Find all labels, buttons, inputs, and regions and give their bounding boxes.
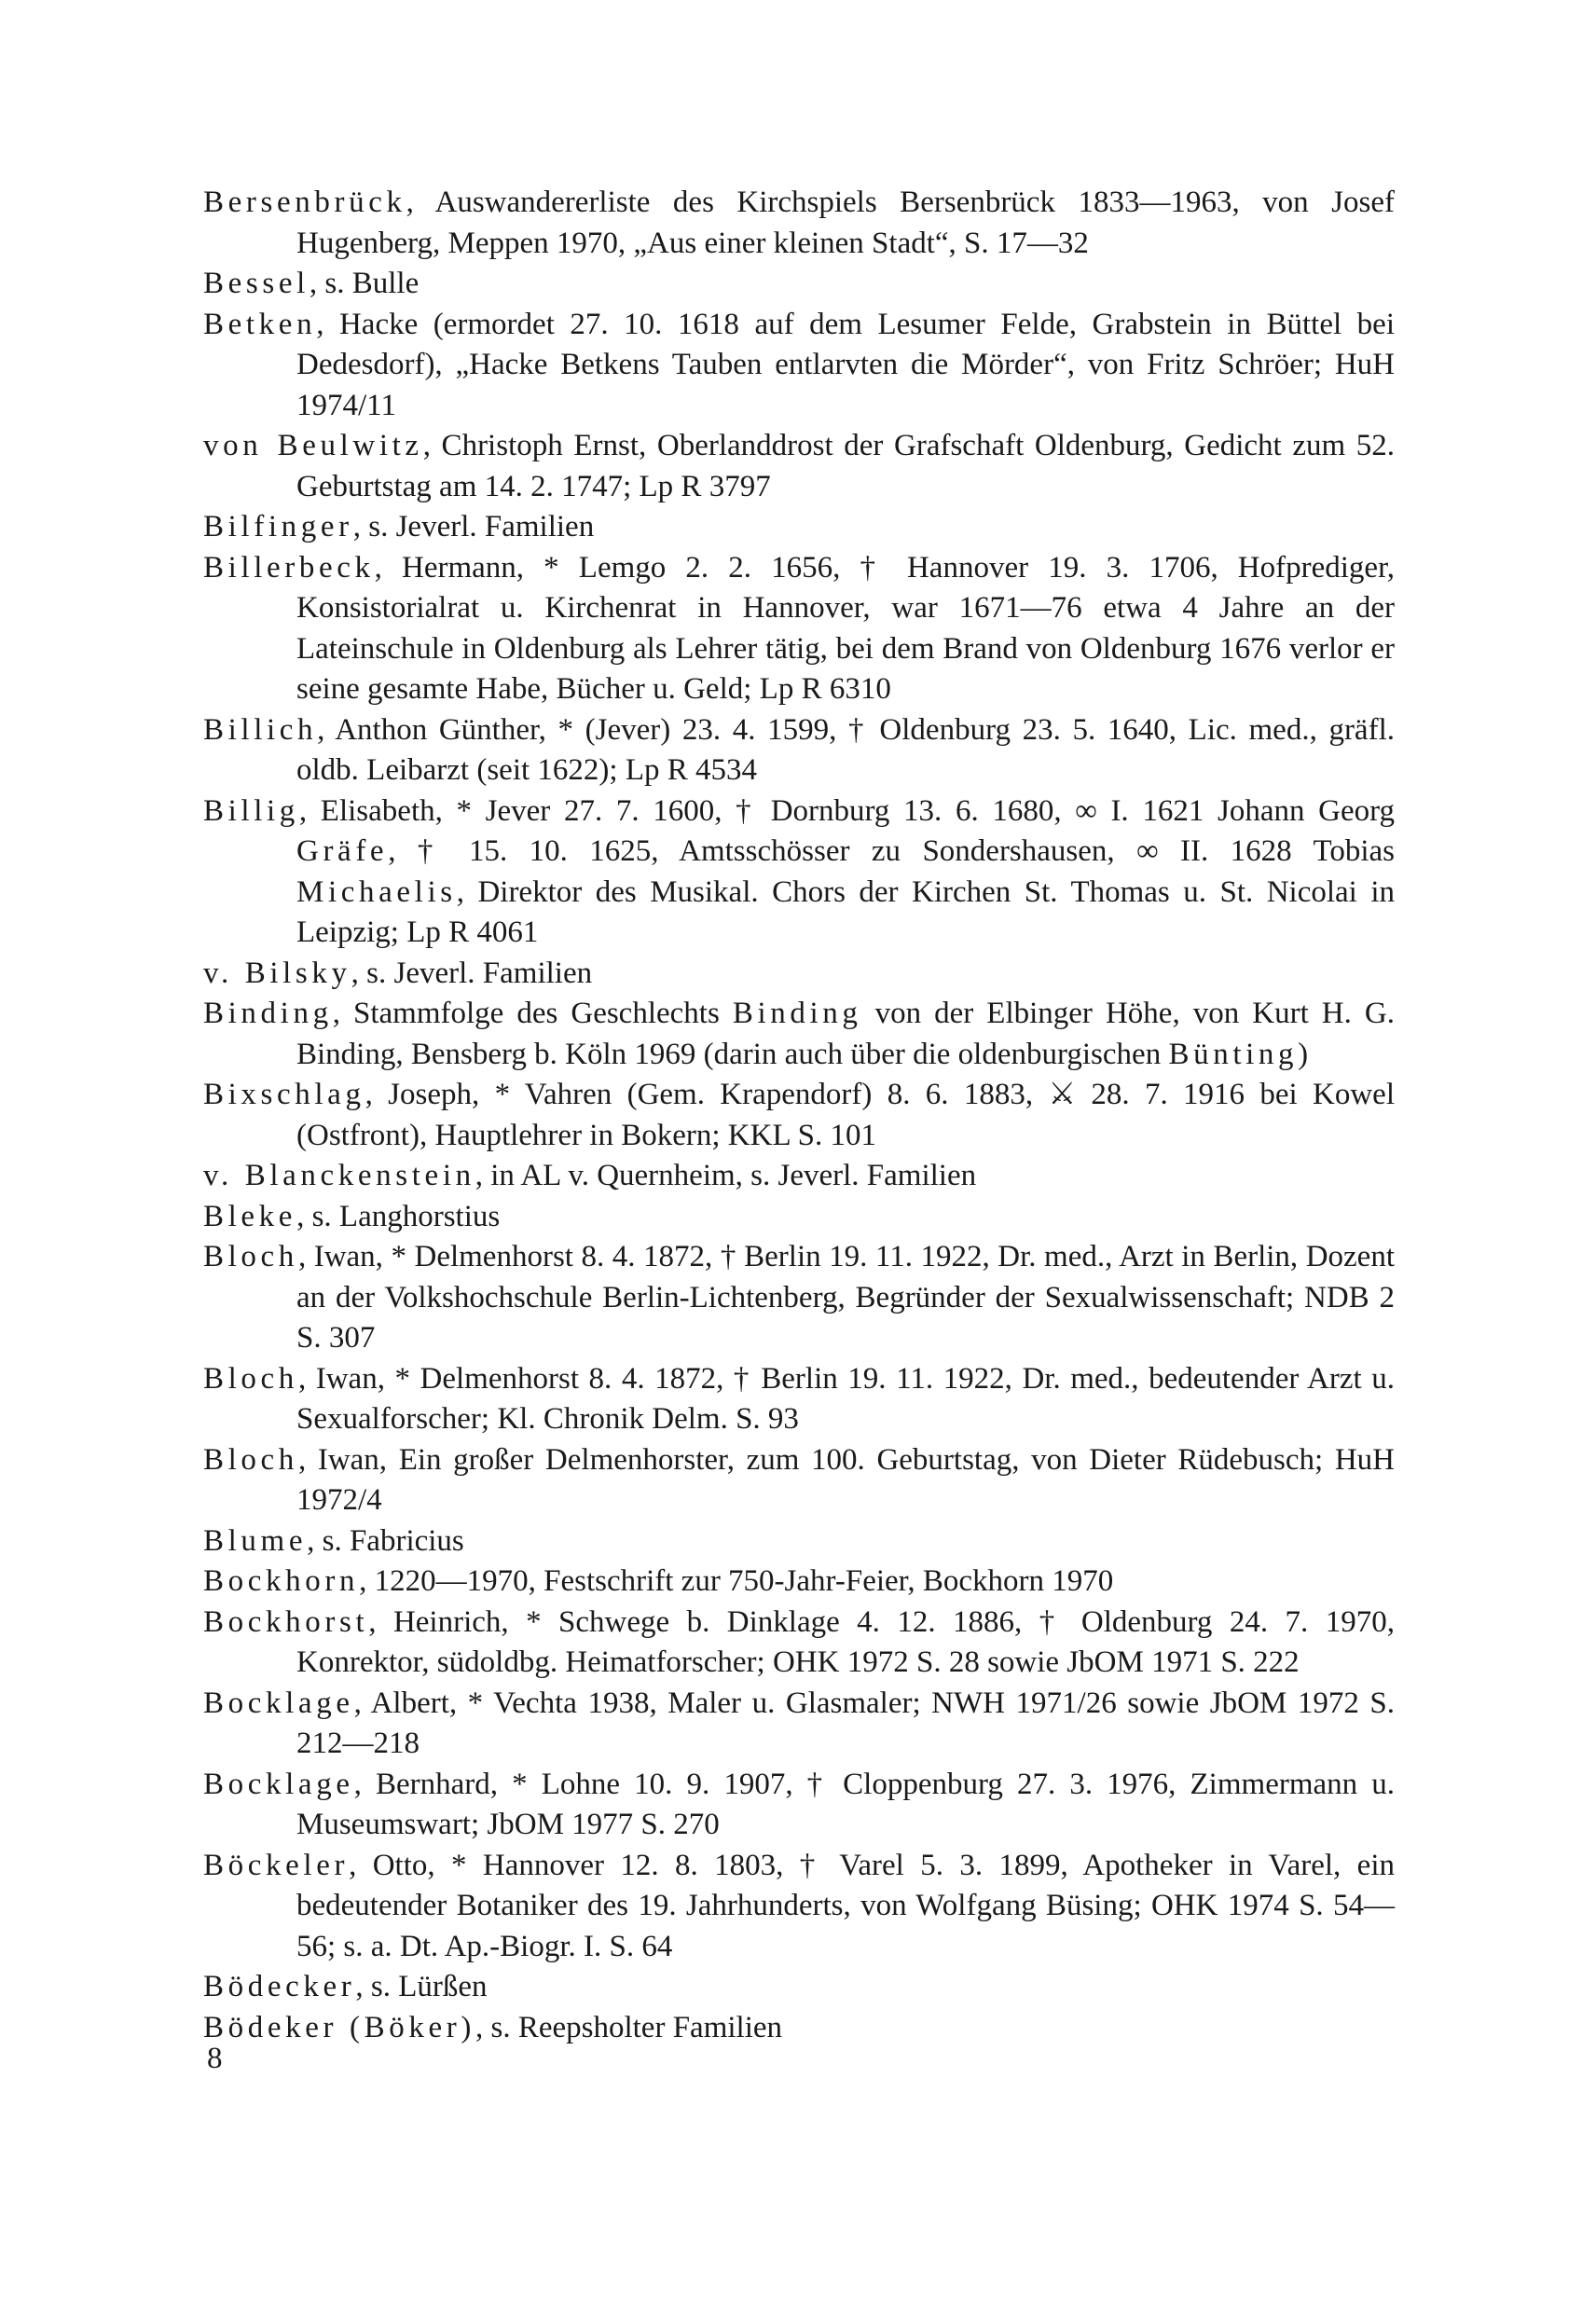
entry-text: ) bbox=[1298, 1037, 1309, 1071]
entry-keyword: Billig bbox=[203, 793, 299, 828]
entry-keyword: Bessel bbox=[203, 267, 310, 300]
register-entry bbox=[203, 1359, 1403, 1440]
register-entry bbox=[203, 994, 1403, 1075]
entry-keyword: v. Bilsky bbox=[203, 956, 351, 990]
entry-text: , in AL v. Quernheim, s. Jeverl. Familien bbox=[475, 1159, 977, 1192]
entry-keyword: v. Blanckenstein bbox=[203, 1159, 475, 1192]
entry-text: , Bernhard, * Lohne 10. 9. 1907, † Cloppenburg 27. 3. 1976, Zimmermann u. Museumswart; JbOM 1977 S. 270 bbox=[296, 1767, 1403, 1841]
entry-keyword: Bilfinger bbox=[203, 510, 353, 544]
register-entry bbox=[203, 548, 1403, 710]
entry-keyword: Betken bbox=[203, 307, 317, 341]
entry-keyword: Gräfe bbox=[296, 834, 389, 868]
entry-text: , s. Fabricius bbox=[307, 1523, 464, 1558]
entry-text: , Iwan, Ein großer Delmenhorster, zum 100. Geburtstag, von Dieter Rüdebusch; HuH 1972/4 bbox=[296, 1442, 1403, 1517]
entry-keyword: Billerbeck bbox=[203, 550, 375, 585]
entry-text: , Elisabeth, * Jever 27. 7. 1600, † Dornburg 13. 6. 1680, ∞ I. 1621 Johann Georg bbox=[298, 793, 1403, 828]
entry-text: , s. Jeverl. Familien bbox=[351, 956, 593, 990]
register-entry bbox=[203, 1765, 1403, 1846]
register-entry bbox=[203, 1603, 1403, 1684]
entry-keyword: Binding bbox=[732, 997, 862, 1030]
entry-keyword: Bünting bbox=[1168, 1037, 1299, 1071]
register-entry bbox=[203, 183, 1403, 264]
entry-keyword: Billich bbox=[203, 712, 318, 747]
register-entries bbox=[203, 183, 1403, 2048]
entry-keyword: Bloch bbox=[203, 1442, 298, 1477]
entry-keyword: Bersenbrück bbox=[203, 186, 406, 219]
entry-keyword: Böckeler bbox=[203, 1848, 350, 1882]
register-entry bbox=[203, 1521, 1395, 1562]
register-entry bbox=[203, 426, 1403, 507]
entry-text: , Hacke (ermordet 27. 10. 1618 auf dem Lesumer Felde, Grabstein in Büttel bei Dedesdorf), „Hacke Betkens Tauben entlarvten die Mörder“, von Fritz Schröer; HuH 1974/11 bbox=[296, 307, 1403, 422]
register-entry bbox=[203, 954, 1395, 995]
entry-text: , Iwan, * Delmenhorst 8. 4. 1872, † Berlin 19. 11. 1922, Dr. med., Arzt in Berlin, Dozent an der Volkshochschule Berlin-Lichtenberg, Begründer der Sexualwissenschaft; NDB 2 S. 307 bbox=[296, 1240, 1403, 1355]
entry-text: , Albert, * Vechta 1938, Maler u. Glasmaler; NWH 1971/26 sowie JbOM 1972 S. 212—218 bbox=[296, 1686, 1403, 1760]
entry-text: , Direktor des Musikal. Chors der Kirchen St. Thomas u. St. Nicolai in Leipzig; Lp R 4061 bbox=[296, 874, 1403, 949]
register-entry bbox=[203, 710, 1403, 791]
register-entry bbox=[203, 1967, 1395, 2008]
entry-keyword: Bockhorst bbox=[203, 1604, 369, 1639]
entry-keyword: Bloch bbox=[203, 1240, 298, 1273]
register-entry bbox=[203, 1156, 1395, 1197]
entry-keyword: Bloch bbox=[203, 1361, 298, 1396]
entry-text: , Heinrich, * Schwege b. Dinklage 4. 12. 1886, † Oldenburg 24. 7. 1970, Konrektor, südoldbg. Heimatforscher; OHK 1972 S. 28 sowie JbOM 1971 S. 222 bbox=[296, 1604, 1403, 1679]
register-entry bbox=[203, 1440, 1403, 1521]
entry-text: , Auswandererliste des Kirchspiels Bersenbrück 1833—1963, von Josef Hugenberg, Meppen 1970, „Aus einer kleinen Stadt“, S. 17—32 bbox=[296, 186, 1403, 260]
entry-keyword: Bleke bbox=[203, 1199, 297, 1233]
entry-text: , s. Jeverl. Familien bbox=[352, 510, 595, 544]
entry-keyword: Bocklage bbox=[203, 1686, 354, 1720]
entry-keyword: Bocklage bbox=[203, 1767, 354, 1801]
entry-text: , Anthon Günther, * (Jever) 23. 4. 1599, † Oldenburg 23. 5. 1640, Lic. med., gräfl. oldb. Leibarzt (seit 1622); Lp R 4534 bbox=[296, 712, 1403, 787]
entry-text: , 1220—1970, Festschrift zur 750-Jahr-Feier, Bockhorn 1970 bbox=[359, 1564, 1114, 1598]
entry-keyword: Binding bbox=[203, 997, 333, 1030]
register-entry bbox=[203, 507, 1395, 548]
register-entry bbox=[203, 1197, 1395, 1238]
entry-text: , s. Reepsholter Familien bbox=[475, 2010, 783, 2044]
register-entry bbox=[203, 1846, 1403, 1968]
entry-text: , s. Bulle bbox=[309, 267, 420, 300]
register-entry bbox=[203, 791, 1403, 954]
entry-keyword: Bödeker (Böker) bbox=[203, 2010, 475, 2044]
entry-text: von der Elbinger Höhe, von Kurt H. G. Binding, Bensberg b. Köln 1969 (darin auch über die oldenburgischen bbox=[296, 997, 1403, 1071]
register-entry bbox=[203, 2008, 1395, 2049]
register-entry bbox=[203, 264, 1395, 305]
entry-text: , Joseph, * Vahren (Gem. Krapendorf) 8. 6. 1883, ⚔ 28. 7. 1916 bei Kowel (Ostfront), Hauptlehrer in Bokern; KKL S. 101 bbox=[296, 1078, 1403, 1152]
entry-keyword: Bödecker bbox=[203, 1970, 356, 2003]
register-entry bbox=[203, 305, 1403, 427]
entry-text: , † 15. 10. 1625, Amtsschösser zu Sondershausen, ∞ II. 1628 Tobias bbox=[388, 834, 1403, 868]
entry-keyword: Bixschlag bbox=[203, 1078, 365, 1111]
entry-keyword: Michaelis bbox=[296, 874, 457, 909]
entry-text: , s. Langhorstius bbox=[296, 1199, 501, 1233]
register-entry bbox=[203, 1237, 1403, 1359]
entry-text: , Hermann, * Lemgo 2. 2. 1656, † Hannover 19. 3. 1706, Hofprediger, Konsistorialrat u. Kirchenrat in Hannover, war 1671—76 etwa 4 Jahre an der Lateinschule in Oldenburg als Lehrer tätig, bei dem Brand von Oldenburg 1676 verlor er seine gesamte Habe, Bücher u. Geld; Lp R 6310 bbox=[296, 550, 1403, 706]
entry-keyword: von Beulwitz bbox=[203, 429, 423, 462]
entry-keyword: Bockhorn bbox=[203, 1564, 360, 1598]
entry-text: , Stammfolge des Geschlechts bbox=[332, 997, 733, 1030]
entry-text: , Otto, * Hannover 12. 8. 1803, † Varel 5. 3. 1899, Apotheker in Varel, ein bedeutender Botaniker des 19. Jahrhunderts, von Wolfgang Büsing; OHK 1974 S. 54—56; s. a. Dt. Ap.-Biogr. I. S. 64 bbox=[296, 1848, 1403, 1963]
entry-text: , s. Lürßen bbox=[355, 1970, 488, 2003]
register-entry bbox=[203, 1562, 1395, 1603]
entry-text: , Iwan, * Delmenhorst 8. 4. 1872, † Berlin 19. 11. 1922, Dr. med., bedeutender Arzt u. Sexualforscher; Kl. Chronik Delm. S. 93 bbox=[296, 1361, 1403, 1436]
register-entry bbox=[203, 1075, 1403, 1156]
register-entry bbox=[203, 1684, 1403, 1765]
page-number: 8 bbox=[207, 2042, 223, 2075]
entry-keyword: Blume bbox=[203, 1523, 308, 1558]
entry-text: , Christoph Ernst, Oberlanddrost der Grafschaft Oldenburg, Gedicht zum 52. Geburtstag am 14. 2. 1747; Lp R 3797 bbox=[296, 429, 1403, 503]
